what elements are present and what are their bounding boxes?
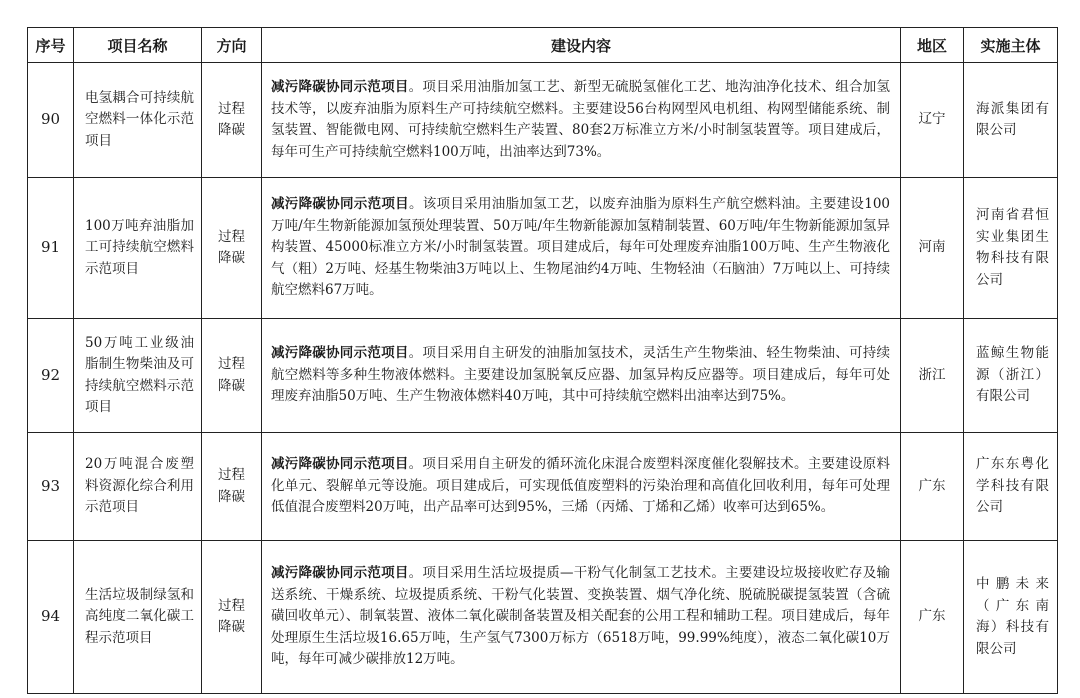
direction-line: 过程 bbox=[218, 100, 245, 117]
direction-cell bbox=[202, 433, 262, 541]
content-text: 。项目采用自主研发的油脂加氢技术，灵活生产生物柴油、轻生物柴油、可持续航空燃料等多种生物液体燃料。主要建设加氢脱氧反应器、加氢异构反应器等。项目建成后，每年可处理废弃油脂50万吨、生产生物液体燃料40万吨，其中可持续航空燃料出油率达到75%。 bbox=[271, 345, 891, 405]
project-name: 20万吨混合废塑料资源化综合利用示范项目 bbox=[74, 433, 202, 541]
row-number: 92 bbox=[28, 319, 74, 433]
direction-line: 降碳 bbox=[218, 619, 245, 635]
region: 广东 bbox=[901, 541, 964, 694]
content-cell bbox=[262, 178, 901, 319]
content-text: 。项目采用自主研发的循环流化床混合废塑料深度催化裂解技术。主要建设原料化单元、裂解单元等设施。项目建成后，可实现低值废塑料的污染治理和高值化回收利用，每年可处理低值混合废塑料20万吨，出产品率可达到95%，三烯（丙烯、丁烯和乙烯）收率可达到65%。 bbox=[271, 456, 891, 516]
project-name: 电氢耦合可持续航空燃料一体化示范项目 bbox=[74, 63, 202, 178]
direction-line: 降碳 bbox=[218, 250, 245, 266]
entity: 蓝鲸生物能源（浙江）有限公司 bbox=[964, 319, 1058, 433]
table-row bbox=[28, 319, 1058, 433]
content-text: 。该项目采用油脂加氢工艺，以废弃油脂为原料生产航空燃料油。主要建设100万吨/年生物新能源加氢预处理装置、50万吨/年生物新能源加氢精制装置、60万吨/年生物新能源加氢异构装置、45000标准立方米/小时制氢装置。项目建成后，每年可处理废弃油脂100万吨、生产生物液化气（粗）2万吨、烃基生物柴油3万吨以上、生物尾油约4万吨、生物轻油（石脑油）7万吨以上、可持续航空燃料67万吨。 bbox=[271, 196, 890, 299]
direction-line: 降碳 bbox=[218, 377, 245, 394]
content-tag: 减污降碳协同示范项目 bbox=[271, 196, 409, 213]
project-table bbox=[27, 27, 1058, 694]
region: 河南 bbox=[901, 178, 964, 319]
direction-line: 过程 bbox=[218, 228, 245, 245]
table-row bbox=[28, 433, 1058, 541]
content-text: 。项目采用油脂加氢工艺、新型无硫脱氢催化工艺、地沟油净化技术、组合加氢技术等，以废弃油脂为原料生产可持续航空燃料。主要建设56台构网型风电机组、构网型储能系统、制氢装置、智能微电网、可持续航空燃料生产装置、80套2万标准立方米/小时制氢装置等。项目建成后，每年可生产可持续航空燃料100万吨，出油率达到73%。 bbox=[271, 79, 891, 160]
header-region: 地区 bbox=[901, 28, 964, 63]
content-tag: 减污降碳协同示范项目 bbox=[271, 456, 409, 473]
region: 辽宁 bbox=[901, 63, 964, 178]
content-cell bbox=[262, 541, 901, 694]
row-number: 91 bbox=[28, 178, 74, 319]
content-tag: 减污降碳协同示范项目 bbox=[271, 79, 409, 95]
entity: 中鹏未来（广东南海）科技有限公司 bbox=[964, 541, 1058, 694]
header-name: 项目名称 bbox=[74, 28, 202, 63]
region: 广东 bbox=[901, 433, 964, 541]
region: 浙江 bbox=[901, 319, 964, 433]
content-cell bbox=[262, 63, 901, 178]
table-row bbox=[28, 541, 1058, 694]
entity: 广东东粤化学科技有限公司 bbox=[964, 433, 1058, 541]
direction-line: 降碳 bbox=[218, 488, 245, 505]
direction-line: 过程 bbox=[218, 467, 245, 483]
direction-line: 降碳 bbox=[218, 122, 245, 138]
table-row bbox=[28, 178, 1058, 319]
project-name: 100万吨弃油脂加工可持续航空燃料示范项目 bbox=[74, 178, 202, 319]
header-content: 建设内容 bbox=[262, 28, 901, 63]
row-number: 93 bbox=[28, 433, 74, 541]
direction-cell bbox=[202, 319, 262, 433]
entity: 海派集团有限公司 bbox=[964, 63, 1058, 178]
row-number: 94 bbox=[28, 541, 74, 694]
header-direction: 方向 bbox=[202, 28, 262, 63]
content-text: 。项目采用生活垃圾提质—干粉气化制氢工艺技术。主要建设垃圾接收贮存及输送系统、干燥系统、垃圾提质系统、干粉气化装置、变换装置、烟气净化统、脱硫脱碳提氢装置（含硫磺回收单元）、制氧装置、液体二氧化碳制备装置及相关配套的公用工程和辅助工程。项目建成后，每年处理原生生活垃圾16.65万吨，生产氢气7300万标方（6518万吨，99.99%纯度），液态二氧化碳10万吨，每年可减少碳排放12万吨。 bbox=[271, 565, 891, 668]
content-cell bbox=[262, 319, 901, 433]
project-name: 50万吨工业级油脂制生物柴油及可持续航空燃料示范项目 bbox=[74, 319, 202, 433]
content-tag: 减污降碳协同示范项目 bbox=[271, 345, 409, 362]
direction-line: 过程 bbox=[218, 597, 245, 614]
direction-cell bbox=[202, 178, 262, 319]
header-no: 序号 bbox=[28, 28, 74, 63]
content-tag: 减污降碳协同示范项目 bbox=[271, 565, 409, 582]
table-row bbox=[28, 63, 1058, 178]
direction-cell bbox=[202, 541, 262, 694]
header-entity: 实施主体 bbox=[964, 28, 1058, 63]
table-header-row bbox=[28, 28, 1058, 63]
direction-cell bbox=[202, 63, 262, 178]
row-number: 90 bbox=[28, 63, 74, 178]
project-name: 生活垃圾制绿氢和高纯度二氧化碳工程示范项目 bbox=[74, 541, 202, 694]
direction-line: 过程 bbox=[218, 356, 245, 372]
content-cell bbox=[262, 433, 901, 541]
entity: 河南省君恒实业集团生物科技有限公司 bbox=[964, 178, 1058, 319]
